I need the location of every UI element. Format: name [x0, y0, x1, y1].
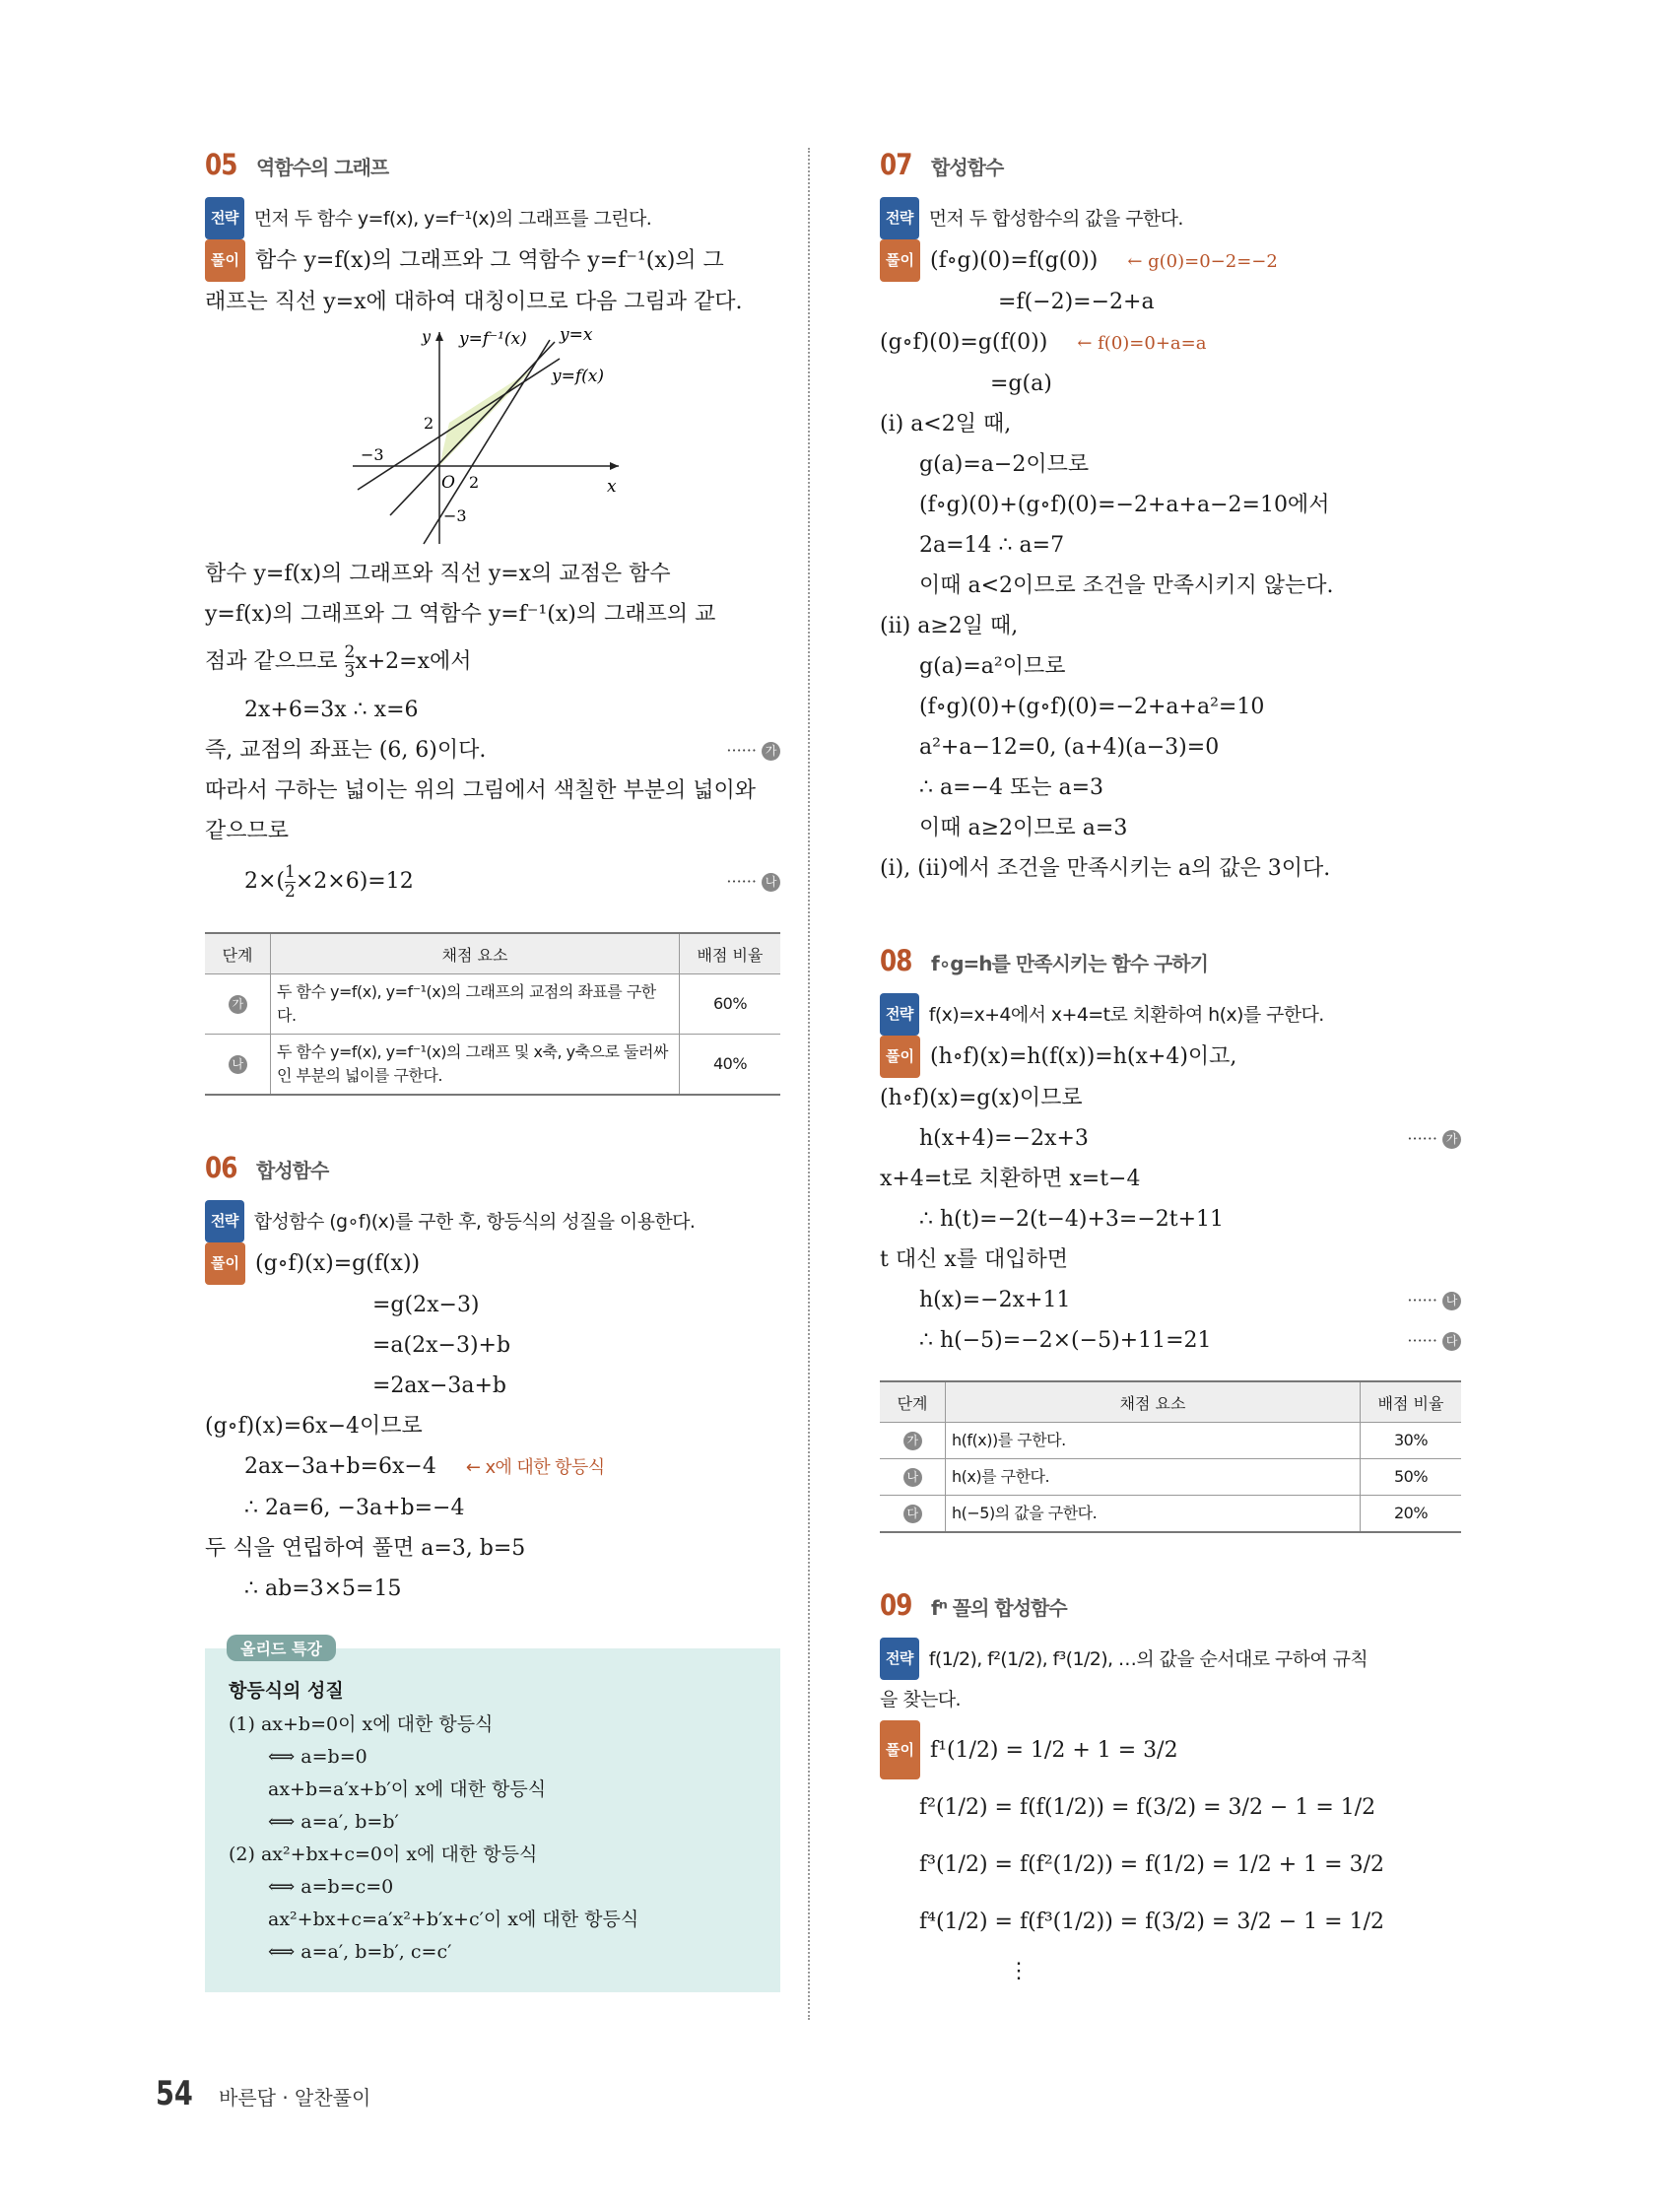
strategy-text: 합성함수 (g∘f)(x)를 구한 후, 항등식의 성질을 이용한다.: [253, 1211, 696, 1233]
table-cell: 50%: [1361, 1459, 1462, 1496]
step-marker: 가: [1442, 1130, 1461, 1149]
fraction-numerator: 1: [285, 861, 296, 882]
table-cell: 40%: [680, 1035, 781, 1096]
equation: =2ax−3a+b: [372, 1374, 507, 1398]
solution-badge: 풀이: [205, 1242, 245, 1285]
table-cell: 두 함수 y=f(x), y=f⁻¹(x)의 그래프의 교점의 좌표를 구한다.: [271, 974, 680, 1035]
tip-text: ⟺ a=a′, b=b′: [268, 1811, 399, 1833]
table-header: 채점 요소: [271, 933, 680, 974]
strategy-badge: 전략: [880, 197, 919, 239]
equation: 2×(: [244, 869, 286, 894]
table-cell: h(f(x))를 구한다.: [946, 1423, 1361, 1459]
table-cell: h(x)를 구한다.: [946, 1459, 1361, 1496]
tip-text: ax+b=a′x+b′이 x에 대한 항등식: [268, 1778, 547, 1800]
equation: ∴ ab=3×5=15: [244, 1576, 402, 1601]
y-axis-arrow: [435, 332, 443, 341]
section-05: [205, 148, 780, 1096]
fraction-denominator: 3: [344, 661, 356, 682]
step-marker: 나: [1442, 1292, 1461, 1310]
step-marker: 가: [762, 742, 780, 761]
annotation: ← f(0)=0+a=a: [1077, 333, 1207, 354]
equation: (h∘f)(x)=g(x)이므로: [880, 1086, 1083, 1110]
graph-label-f: y=f(x): [552, 367, 604, 386]
section-number: 07: [880, 148, 912, 181]
table-header: 단계: [880, 1381, 946, 1423]
annotation: ← x에 대한 항등식: [465, 1457, 605, 1478]
body-text: 점과 같으므로: [205, 649, 338, 674]
tip-text: (1) ax+b=0이 x에 대한 항등식: [229, 1713, 494, 1735]
fraction-numerator: 2: [344, 641, 356, 662]
strategy-badge: 전략: [205, 1200, 244, 1242]
table-cell: 두 함수 y=f(x), y=f⁻¹(x)의 그래프 및 x축, y축으로 둘러싸인 부분의 넓이를 구한다.: [271, 1035, 680, 1096]
section-number: 06: [205, 1151, 237, 1184]
page-number: 54: [156, 2074, 193, 2113]
table-row: [880, 1459, 1461, 1496]
body-text: 두 식을 연립하여 풀면 a=3, b=5: [205, 1536, 526, 1561]
tip-text: ⟺ a=b=0: [268, 1746, 367, 1768]
annotation: ← g(0)=0−2=−2: [1127, 251, 1278, 272]
graph-label-f-inverse: y=f⁻¹(x): [459, 329, 527, 349]
equation: 2x+6=3x ∴ x=6: [244, 698, 419, 722]
equation: 2ax−3a+b=6x−4: [244, 1454, 436, 1479]
body-text: 이때 a<2이므로 조건을 만족시키지 않는다.: [919, 573, 1334, 598]
equation: h(x+4)=−2x+3: [919, 1126, 1089, 1151]
tip-box: [205, 1640, 780, 1992]
table-header: 채점 요소: [946, 1381, 1361, 1423]
scoring-table-05: [205, 932, 780, 1096]
step-marker: 가: [903, 1432, 922, 1450]
section-number: 05: [205, 148, 237, 181]
body-text: 따라서 구하는 넓이는 위의 그림에서 색칠한 부분의 넓이와: [205, 778, 757, 803]
graph-label-origin: O: [441, 473, 455, 493]
vertical-dots: ⋮: [1008, 1959, 1030, 1983]
inverse-function-graph: [205, 322, 780, 554]
section-09: [880, 1588, 1461, 1991]
equation: (f∘g)(0)+(g∘f)(0)=−2+a+a²=10: [919, 695, 1265, 719]
equation: ×2×6)=12: [295, 869, 414, 894]
footer-label: 바른답 · 알찬풀이: [219, 2086, 371, 2110]
table-cell: 30%: [1361, 1423, 1462, 1459]
fraction-denominator: 2: [285, 881, 296, 902]
step-marker: 가: [229, 995, 247, 1014]
table-cell: 20%: [1361, 1496, 1462, 1533]
scoring-table-08: [880, 1380, 1461, 1533]
right-column: [880, 148, 1461, 1991]
table-row: [880, 1496, 1461, 1533]
body-text: (ii) a≥2일 때,: [880, 614, 1019, 638]
section-08: 08 f∘g=h를 만족시키는 함수 구하기 전략 f(x)=x+4에서 x+4=t로 치환하여 h(x)를 구한다. 풀이 (h∘f)(x)=h(f(x))=h(x+4)이고, (h∘f)(x)=g(x)이므로 h(x+4)=−2x+3 ······ 가 x+4=t로 치환하면 x=t−4 ∴ h(t)=−2(t−4)+3=−2t+11 t 대신 x를 대입하면 h(x)=−2x+11 ······ 나 ∴ h(−5)=−2×(−5)+11=21 ······ 다 단계 채점 요소 배점 비율 가 h(f(x))를 구한다. 30% 나 h(x)를 구한다. 50% 다 h(−5)의 값을 구한다. 20%: [880, 944, 1461, 1533]
graph-label-x: x: [607, 477, 617, 497]
table-header: 배점 비율: [1361, 1381, 1462, 1423]
equation: (h∘f)(x)=h(f(x))=h(x+4)이고,: [929, 1044, 1237, 1069]
table-cell: 60%: [680, 974, 781, 1035]
step-marker: 다: [903, 1505, 922, 1523]
strategy-badge: 전략: [880, 1638, 919, 1680]
body-text: (i), (ii)에서 조건을 만족시키는 a의 값은 3이다.: [880, 856, 1331, 881]
graph-label-y-equals-x: y=x: [560, 325, 593, 345]
graph-label-minus3-y: −3: [443, 506, 467, 525]
section-number: 08: [880, 944, 912, 977]
solution-text: 함수 y=f(x)의 그래프와 그 역함수 y=f⁻¹(x)의 그: [254, 248, 724, 273]
line-f-inverse: [358, 359, 560, 490]
page-footer: [156, 2074, 370, 2113]
body-text: 함수 y=f(x)의 그래프와 직선 y=x의 교점은 함수: [205, 562, 671, 586]
left-column: [205, 148, 780, 1992]
equation: g(a)=a−2이므로: [919, 452, 1090, 477]
equation: ∴ h(−5)=−2×(−5)+11=21: [919, 1328, 1212, 1353]
table-header: 단계: [205, 933, 271, 974]
equation: =a(2x−3)+b: [372, 1333, 511, 1358]
tip-tab: 올리드 특강: [227, 1635, 336, 1661]
equation: (f∘g)(0)=f(g(0)): [929, 248, 1099, 273]
step-marker: 나: [229, 1055, 247, 1074]
section-title: 합성함수: [931, 156, 1004, 179]
equation: ∴ h(t)=−2(t−4)+3=−2t+11: [919, 1207, 1225, 1232]
tip-text: (2) ax²+bx+c=0이 x에 대한 항등식: [229, 1843, 538, 1865]
equation: =f(−2)=−2+a: [998, 290, 1155, 314]
equation: f²(1/2) = f(f(1/2)) = f(3/2) = 3/2 − 1 = 1/2: [919, 1795, 1376, 1820]
step-marker: 다: [1442, 1332, 1461, 1351]
strategy-badge: 전략: [205, 197, 244, 239]
column-divider: [808, 148, 810, 2020]
section-title: 역함수의 그래프: [256, 156, 389, 179]
step-marker: 나: [903, 1468, 922, 1487]
strategy-text: f(x)=x+4에서 x+4=t로 치환하여 h(x)를 구한다.: [928, 1004, 1324, 1026]
body-text: t 대신 x를 대입하면: [880, 1247, 1068, 1272]
section-07: [880, 148, 1461, 889]
solution-badge: 풀이: [880, 1036, 920, 1078]
section-title: 합성함수: [256, 1159, 329, 1182]
solution-text: 래프는 직선 y=x에 대하여 대칭이므로 다음 그림과 같다.: [205, 290, 743, 314]
solution-badge: 풀이: [880, 1720, 920, 1779]
strategy-text: 을 찾는다.: [880, 1689, 961, 1710]
body-text: x+2=x에서: [355, 649, 472, 674]
tip-text: ⟺ a=b=c=0: [268, 1876, 394, 1898]
section-06: [205, 1151, 780, 1992]
tip-text: ⟺ a=a′, b=b′, c=c′: [268, 1941, 452, 1963]
graph-label-y-intercept: 2: [424, 414, 434, 433]
section-title: fⁿ 꼴의 합성함수: [931, 1596, 1067, 1620]
equation: x+4=t로 치환하면 x=t−4: [880, 1167, 1141, 1191]
fraction: [345, 643, 356, 682]
equation: 2a=14 ∴ a=7: [919, 533, 1065, 558]
equation: ∴ a=−4 또는 a=3: [919, 775, 1104, 800]
body-text: 이때 a≥2이므로 a=3: [919, 816, 1128, 840]
equation: f¹(1/2) = 1/2 + 1 = 3/2: [929, 1738, 1178, 1763]
tip-title: 항등식의 성질: [229, 1680, 344, 1702]
dots: ······: [726, 872, 757, 891]
shaded-region: [439, 369, 532, 466]
equation: =g(2x−3): [372, 1293, 480, 1317]
equation: (g∘f)(x)=6x−4이므로: [205, 1414, 423, 1439]
strategy-text: 먼저 두 합성함수의 값을 구한다.: [928, 208, 1183, 230]
graph-label-y: y: [422, 327, 432, 346]
table-row: [205, 974, 780, 1035]
tip-text: ax²+bx+c=a′x²+b′x+c′이 x에 대한 항등식: [268, 1909, 639, 1930]
section-title: f∘g=h를 만족시키는 함수 구하기: [931, 952, 1208, 975]
equation: ∴ 2a=6, −3a+b=−4: [244, 1496, 465, 1520]
solution-badge: 풀이: [880, 239, 920, 282]
body-text: (i) a<2일 때,: [880, 412, 1012, 436]
section-number: 09: [880, 1588, 912, 1622]
equation: (g∘f)(0)=g(f(0)): [880, 330, 1048, 355]
fraction: [285, 863, 296, 902]
strategy-text: 먼저 두 함수 y=f(x), y=f⁻¹(x)의 그래프를 그린다.: [253, 208, 652, 230]
table-row: [205, 1035, 780, 1096]
equation: =g(a): [990, 371, 1052, 396]
table-row: [880, 1423, 1461, 1459]
table-header: 배점 비율: [680, 933, 781, 974]
equation: h(x)=−2x+11: [919, 1288, 1071, 1312]
graph-label-x-intercept: 2: [469, 473, 480, 492]
solution-badge: 풀이: [205, 239, 245, 282]
equation: f⁴(1/2) = f(f³(1/2)) = f(3/2) = 3/2 − 1 = 1/2: [919, 1910, 1385, 1934]
equation: (g∘f)(x)=g(f(x)): [254, 1251, 421, 1276]
equation: (f∘g)(0)+(g∘f)(0)=−2+a+a−2=10에서: [919, 493, 1330, 517]
table-cell: h(−5)의 값을 구한다.: [946, 1496, 1361, 1533]
equation: g(a)=a²이므로: [919, 654, 1066, 679]
equation: a²+a−12=0, (a+4)(a−3)=0: [919, 735, 1220, 760]
strategy-text: f(1/2), f²(1/2), f³(1/2), …의 값을 순서대로 구하여 규칙: [928, 1648, 1368, 1670]
equation: f³(1/2) = f(f²(1/2)) = f(1/2) = 1/2 + 1 = 3/2: [919, 1852, 1385, 1877]
dots: ······: [726, 741, 757, 760]
body-text: y=f(x)의 그래프와 그 역함수 y=f⁻¹(x)의 그래프의 교: [205, 602, 716, 627]
body-text: 즉, 교점의 좌표는 (6, 6)이다.: [205, 738, 487, 763]
strategy-badge: 전략: [880, 993, 919, 1036]
step-marker: 나: [762, 873, 780, 892]
x-axis-arrow: [610, 462, 619, 470]
body-text: 같으므로: [205, 819, 290, 843]
graph-label-minus3-x: −3: [361, 445, 384, 464]
